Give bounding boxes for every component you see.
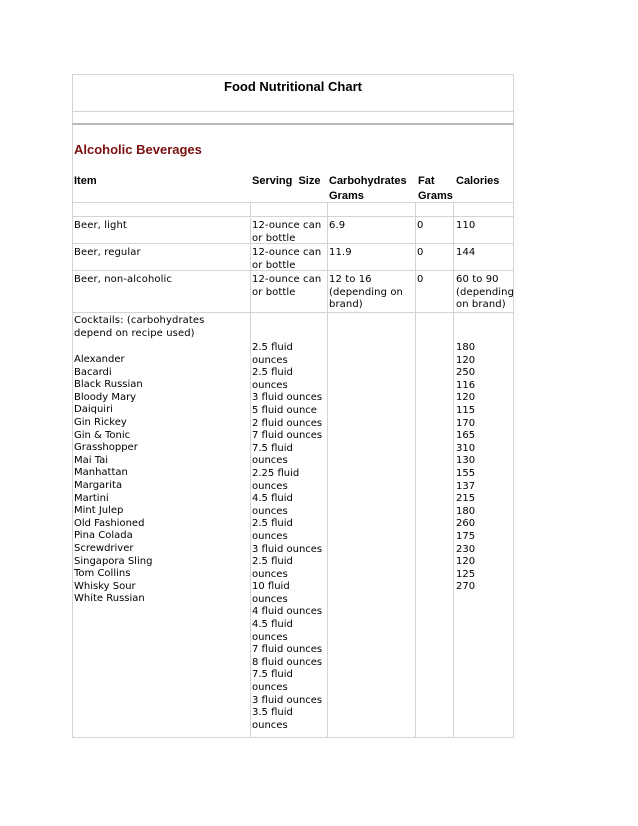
- cocktail-calories: 137: [456, 480, 476, 492]
- cocktail-calories: 170: [456, 417, 476, 429]
- cocktail-serving-line: 10 fluid: [252, 581, 290, 593]
- grid-line: [72, 202, 514, 203]
- cocktail-serving-line: ounces: [252, 593, 288, 605]
- cocktail-calories: 250: [456, 367, 476, 379]
- cocktail-serving-line: 2 fluid ounces: [252, 417, 323, 429]
- cocktail-serving-line: 7.5 fluid: [252, 669, 293, 681]
- cocktail-calories: 115: [456, 404, 476, 416]
- cocktail-serving-line: ounces: [252, 455, 288, 467]
- cocktail-serving-line: ounces: [252, 354, 288, 366]
- page-title: Food Nutritional Chart: [224, 79, 362, 94]
- header-item: Item: [74, 175, 97, 187]
- cocktail-calories: 120: [456, 556, 476, 568]
- cocktail-calories: 155: [456, 467, 476, 479]
- row-serving: 12-ounce can or bottle: [252, 274, 322, 298]
- cocktail-item: Margarita: [74, 479, 123, 491]
- cocktail-calories: 230: [456, 543, 476, 555]
- cocktail-calories: 270: [456, 581, 476, 593]
- grid-line: [453, 202, 454, 738]
- row-fat: 0: [417, 220, 424, 231]
- cocktail-serving-line: 2.5 fluid: [252, 367, 293, 379]
- grid-line: [250, 202, 251, 738]
- cocktail-item: Gin Rickey: [74, 416, 127, 428]
- row-calories: 60 to 90 (depending on brand): [456, 274, 515, 311]
- cocktail-calories: 130: [456, 455, 476, 467]
- cocktail-calories: 125: [456, 568, 476, 580]
- cocktail-item-list: [74, 354, 152, 606]
- section-title: Alcoholic Beverages: [74, 142, 202, 157]
- cocktail-serving-line: ounces: [252, 530, 288, 542]
- cocktail-item: Gin & Tonic: [74, 429, 131, 441]
- cocktail-serving-line: 2.5 fluid: [252, 518, 293, 530]
- grid-line: [327, 202, 328, 738]
- header-fat: Fat Grams: [418, 175, 453, 202]
- cocktail-serving-line: 7.5 fluid: [252, 442, 293, 454]
- cocktail-calories: 165: [456, 430, 476, 442]
- cocktail-calories: 120: [456, 354, 476, 366]
- cocktail-serving-line: ounces: [252, 682, 288, 694]
- cocktail-item: Old Fashioned: [74, 517, 145, 529]
- cocktail-serving-line: ounces: [252, 505, 288, 517]
- row-carbs: 6.9: [329, 220, 346, 231]
- cocktail-serving-line: ounces: [252, 719, 288, 731]
- cocktail-serving-line: 3 fluid ounces: [252, 543, 323, 555]
- cocktail-item: Pina Colada: [74, 530, 133, 542]
- cocktail-calories: 260: [456, 518, 476, 530]
- row-item: Beer, non-alcoholic: [74, 274, 172, 285]
- cocktail-item: Grasshopper: [74, 442, 138, 454]
- cocktail-item: Black Russian: [74, 379, 143, 391]
- cocktail-serving-line: 3.5 fluid: [252, 707, 293, 719]
- row-calories: 144: [456, 247, 476, 258]
- cocktail-item: Mint Julep: [74, 505, 124, 517]
- thick-divider: [72, 123, 514, 125]
- cocktail-serving-line: 2.25 fluid: [252, 467, 300, 479]
- cocktail-item: Tom Collins: [74, 568, 131, 580]
- header-calories: Calories: [456, 175, 500, 187]
- cocktail-calories: 116: [456, 379, 476, 391]
- cocktail-serving-line: 4.5 fluid: [252, 619, 293, 631]
- cocktails-intro: Cocktails: (carbohydrates depend on recipe used): [74, 315, 205, 339]
- row-carbs: 12 to 16 (depending on brand): [329, 274, 403, 311]
- cocktail-item: Martini: [74, 492, 109, 504]
- cocktail-serving-line: 3 fluid ounces: [252, 392, 323, 404]
- cocktail-item: Mai Tai: [74, 454, 109, 466]
- row-fat: 0: [417, 247, 424, 258]
- row-item: Beer, regular: [74, 247, 141, 258]
- grid-line: [415, 202, 416, 738]
- header-serving: Serving Size: [252, 175, 321, 187]
- cocktail-serving-line: 8 fluid ounces: [252, 656, 323, 668]
- divider: [72, 111, 514, 112]
- cocktail-item: Singapora Sling: [74, 555, 153, 567]
- cocktail-item: Bloody Mary: [74, 391, 137, 403]
- cocktail-serving-line: ounces: [252, 568, 288, 580]
- row-carbs: 11.9: [329, 247, 352, 258]
- cocktail-item: Bacardi: [74, 366, 112, 378]
- cocktail-serving-line: ounces: [252, 480, 288, 492]
- row-calories: 110: [456, 220, 476, 231]
- cocktail-calories: 175: [456, 530, 476, 542]
- cocktail-serving-line: ounces: [252, 379, 288, 391]
- cocktail-calories: 215: [456, 493, 476, 505]
- cocktail-calorie-list: [456, 342, 475, 594]
- header-carbs: Carbohydrates Grams: [329, 175, 407, 202]
- cocktail-calories: 120: [456, 392, 476, 404]
- cocktail-item: Whisky Sour: [74, 580, 136, 592]
- row-fat: 0: [417, 274, 424, 285]
- cocktail-item: White Russian: [74, 593, 145, 605]
- grid-line: [72, 312, 514, 313]
- cocktail-serving-line: 2.5 fluid: [252, 342, 293, 353]
- cocktail-item: Alexander: [74, 354, 125, 365]
- cocktail-serving-line: 7 fluid ounces: [252, 430, 323, 442]
- cocktail-serving-line: 4.5 fluid: [252, 493, 293, 505]
- cocktail-serving-line: 5 fluid ounce: [252, 404, 317, 416]
- cocktail-serving-line: 4 fluid ounces: [252, 606, 323, 618]
- row-item: Beer, light: [74, 220, 127, 231]
- cocktail-serving-list: [252, 342, 322, 732]
- cocktail-item: Screwdriver: [74, 542, 134, 554]
- grid-line: [72, 216, 514, 217]
- cocktail-serving-line: 7 fluid ounces: [252, 644, 323, 656]
- cocktail-serving-line: 3 fluid ounces: [252, 694, 323, 706]
- cocktail-calories: 180: [456, 342, 476, 353]
- row-serving: 12-ounce can or bottle: [252, 220, 322, 244]
- row-serving: 12-ounce can or bottle: [252, 247, 322, 271]
- cocktail-item: Manhattan: [74, 467, 128, 479]
- cocktail-item: Daiquiri: [74, 404, 113, 416]
- cocktail-calories: 180: [456, 505, 476, 517]
- cocktail-calories: 310: [456, 442, 476, 454]
- cocktail-serving-line: ounces: [252, 631, 288, 643]
- cocktail-serving-line: 2.5 fluid: [252, 556, 293, 568]
